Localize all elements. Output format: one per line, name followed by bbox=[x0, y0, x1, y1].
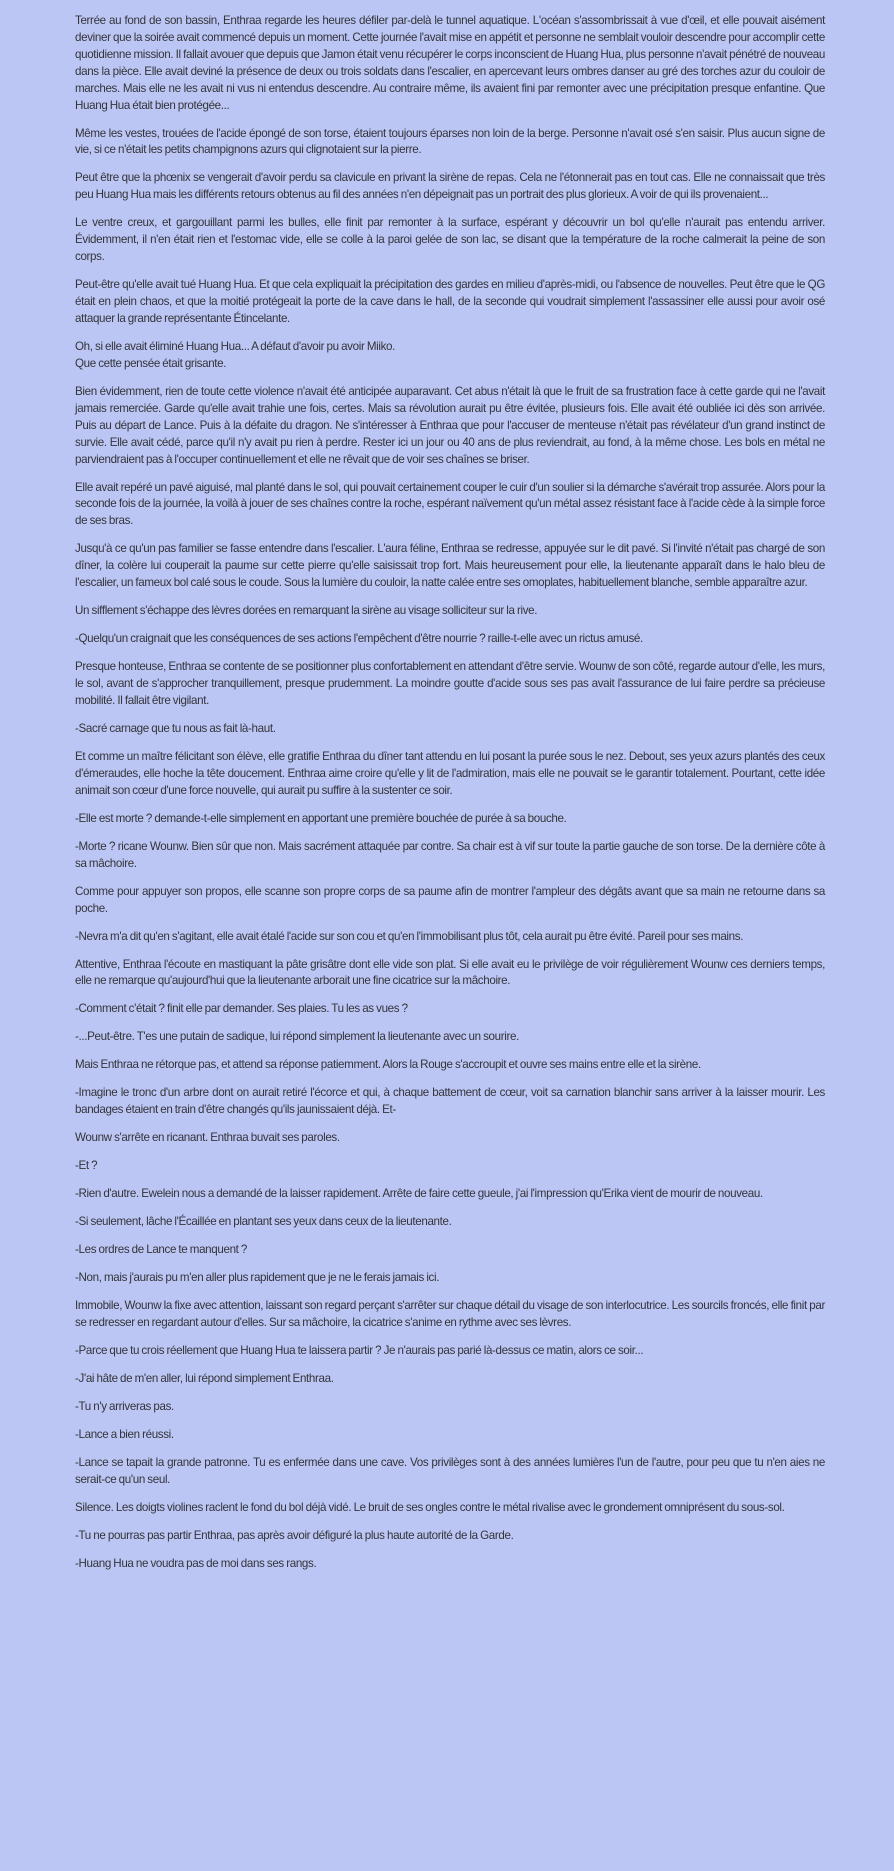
paragraph: -Et ? bbox=[75, 1159, 98, 1173]
paragraph: Oh, si elle avait éliminé Huang Hua... A défaut d'avoir pu avoir Miiko. Que cette pensée était grisante. bbox=[75, 339, 396, 370]
paragraph: -Parce que tu crois réellement que Huang Hua te laissera partir ? Je n'aurais pas parié là-dessus ce matin, alors ce soir... bbox=[75, 1344, 644, 1358]
paragraph: Terrée au fond de son bassin, Enthraa regarde les heures défiler par-delà le tunnel aquatique. L'océan s'assombrissait à vue d'œil, et elle pouvait aisément deviner que la soirée avait commencé depuis un moment. Cette journée l'avait mise en appétit et personne ne semblait vouloir descendre pour accomplir cette quotidienne mission. Il fallait avouer que depuis que Jamon était venu récupérer le corps inconscient de Huang Hua, plus personne n'avait pénétré de nouveau dans la pièce. Elle avait deviné la présence de deux ou trois soldats dans l'escalier, en apercevant leurs ombres danser au gré des torches azur du couloir de marches. Mais elle ne les avait ni vus ni entendus descendre. Au contraire même, ils avaient fini par remonter avec une précipitation presque enfantine. Que Huang Hua était bien protégée... bbox=[75, 14, 825, 112]
paragraph: Silence. Les doigts violines raclent le fond du bol déjà vidé. Le bruit de ses ongles contre le métal rivalise avec le grondement omniprésent du sous-sol. bbox=[75, 1501, 785, 1515]
paragraph: Comme pour appuyer son propos, elle scanne son propre corps de sa paume afin de montrer l'ampleur des dégâts avant que sa main ne retourne dans sa poche. bbox=[75, 884, 825, 915]
paragraph: -Huang Hua ne voudra pas de moi dans ses rangs. bbox=[75, 1557, 317, 1571]
paragraph: Presque honteuse, Enthraa se contente de se positionner plus confortablement en attendant d'être servie. Wounw de son côté, regarde autour d'elle, les murs, le sol, avant de s'approcher tranquillement, presque prudemment. La moindre goutte d'acide sous ses pas avait l'assurance de lui faire perdre sa précieuse mobilité. Il fallait être vigilant. bbox=[75, 660, 825, 707]
paragraph: -Lance se tapait la grande patronne. Tu es enfermée dans une cave. Vos privilèges sont à des années lumières l'un de l'autre, pour peu que tu n'en aies ne serait-ce qu'un seul. bbox=[75, 1456, 825, 1487]
paragraph: Mais Enthraa ne rétorque pas, et attend sa réponse patiemment. Alors la Rouge s'accroupit et ouvre ses mains entre elle et la sirène. bbox=[75, 1058, 701, 1072]
paragraph: Et comme un maître félicitant son élève, elle gratifie Enthraa du dîner tant attendu en lui posant la purée sous le nez. Debout, ses yeux azurs plantés des ceux d'émeraudes, elle hoche la tête doucement. Enthraa aime croire qu'elle y lit de l'admiration, mais elle ne pouvait se le garantir totalement. Pourtant, cette idée animait son cœur d'une force nouvelle, qui aurait pu suffire à la sustenter ce soir. bbox=[75, 749, 825, 797]
paragraph: Elle avait repéré un pavé aiguisé, mal planté dans le sol, qui pouvait certainement couper le cuir d'un soulier si la démarche s'avérait trop assurée. Alors pour la seconde fois de la journée, la voilà à jouer de ses chaînes contre la roche, espérant naïvement qu'un métal assez résistant face à l'acide cède à la simple force de ses bras. bbox=[75, 480, 825, 528]
paragraph: -Rien d'autre. Ewelein nous a demandé de la laisser rapidement. Arrête de faire cette gueule, j'ai l'impression qu'Erika vient de mourir de nouveau. bbox=[75, 1187, 763, 1201]
paragraph: Le ventre creux, et gargouillant parmi les bulles, elle finit par remonter à la surface, espérant y découvrir un bol qu'elle n'aurait pas entendu arriver. Évidemment, il n'en était rien et l'estomac vide, elle se colle à la paroi gelée de son lac, se disant que la température de la roche calmerait la peine de son corps. bbox=[75, 216, 825, 264]
paragraph: Peut être que la phœnix se vengerait d'avoir perdu sa clavicule en privant la sirène de repas. Cela ne l'étonnerait pas en tout cas. Elle ne connaissait que très peu Huang Hua mais les différents retours obtenus au fil des années n'en dépeignait pas un portrait des plus glorieux. A voir de qui ils provenaient... bbox=[75, 171, 825, 202]
paragraph: -Morte ? ricane Wounw. Bien sûr que non. Mais sacrément attaquée par contre. Sa chair est à vif sur toute la partie gauche de son torse. De la dernière côte à sa mâchoire. bbox=[75, 839, 825, 870]
paragraph: Wounw s'arrête en ricanant. Enthraa buvait ses paroles. bbox=[75, 1131, 340, 1145]
paragraph: Un sifflement s'échappe des lèvres dorées en remarquant la sirène au visage solliciteur sur la rive. bbox=[75, 604, 538, 618]
paragraph: Peut-être qu'elle avait tué Huang Hua. Et que cela expliquait la précipitation des gardes en milieu d'après-midi, ou l'absence de nouvelles. Peut être que le QG était en plein chaos, et que la moitié protégeait la porte de la cave dans le hall, de la seconde qui voudrait simplement l'assassiner elle aussi pour avoir osé attaquer la grande représentante Étincelante. bbox=[75, 278, 825, 325]
paragraph: -Nevra m'a dit qu'en s'agitant, elle avait étalé l'acide sur son cou et qu'en l'immobilisant plus tôt, cela aurait pu être évité. Pareil pour ses mains. bbox=[75, 929, 744, 943]
paragraph: -Les ordres de Lance te manquent ? bbox=[75, 1243, 248, 1257]
paragraph: Même les vestes, trouées de l'acide épongé de son torse, étaient toujours éparses non loin de la berge. Personne n'avait osé s'en saisir. Plus aucun signe de vie, si ce n'était les petits champignons azurs qui clignotaient sur la pierre. bbox=[75, 126, 825, 157]
paragraph: -Tu ne pourras pas partir Enthraa, pas après avoir défiguré la plus haute autorité de la Garde. bbox=[75, 1529, 514, 1543]
paragraph: -Quelqu'un craignait que les conséquences de ses actions l'empêchent d'être nourrie ? raille-t-elle avec un rictus amusé. bbox=[75, 632, 643, 646]
paragraph: Attentive, Enthraa l'écoute en mastiquant la pâte grisâtre dont elle vide son plat. Si elle avait eu le privilège de voir régulièrement Wounw ces derniers temps, elle ne remarque qu'aujourd'hui que la lieutenante arborait une fine cicatrice sur la mâchoire. bbox=[75, 957, 825, 988]
paragraph: Bien évidemment, rien de toute cette violence n'avait été anticipée auparavant. Cet abus n'était là que le fruit de sa frustration face à cette garde qui ne l'avait jamais remerciée. Garde qu'elle avait trahie une fois, certes. Mais sa révolution aurait pu être évitée, plusieurs fois. Elle avait été oubliée ici dès son arrivée. Puis au départ de Lance. Puis à la défaite du dragon. Ne s'intéresser à Enthraa que pour l'accuser de menteuse n'était pas révélateur d'un grand instinct de survie. Elle avait cédé, parce qu'il n'y avait pu rien à perdre. Rester ici un jour ou 40 ans de plus reviendrait, au fond, à la même chose. Les bols en métal ne parviendraient pas à l'occuper continuellement et elle ne rêvait que de voir ses chaînes se briser. bbox=[75, 384, 825, 466]
paragraph: -Non, mais j'aurais pu m'en aller plus rapidement que je ne le ferais jamais ici. bbox=[75, 1271, 440, 1285]
story-text bbox=[75, 13, 825, 1584]
paragraph: -Sacré carnage que tu nous as fait là-haut. bbox=[75, 721, 276, 735]
paragraph: Jusqu'à ce qu'un pas familier se fasse entendre dans l'escalier. L'aura féline, Enthraa se redresse, appuyée sur le dit pavé. Si l'invité n'était pas chargé de son dîner, la colère lui couperait la paume sur cette pierre qu'elle saisissait trop fort. Mais heureusement pour elle, la lieutenante apparaît dans le halo bleu de l'escalier, un fameux bol calé sous le coude. Sous la lumière du couloir, la natte calée entre ses omoplates, habituellement blanche, semble apparaître azur. bbox=[75, 542, 825, 590]
paragraph: Immobile, Wounw la fixe avec attention, laissant son regard perçant s'arrêter sur chaque détail du visage de son interlocutrice. Les sourcils froncés, elle finit par se redresser en regardant autour d'elles. Sur sa mâchoire, la cicatrice s'anime en rythme avec ses lèvres. bbox=[75, 1299, 825, 1330]
paragraph: -Tu n'y arriveras pas. bbox=[75, 1400, 174, 1414]
paragraph: -...Peut-être. T'es une putain de sadique, lui répond simplement la lieutenante avec un sourire. bbox=[75, 1030, 519, 1044]
paragraph: -Imagine le tronc d'un arbre dont on aurait retiré l'écorce et qui, à chaque battement de cœur, voit sa carnation blanchir sans arriver à la laisser mourir. Les bandages étaient en train d'être changés qu'ils jaunissaient déjà. Et- bbox=[75, 1086, 825, 1117]
paragraph: -Si seulement, lâche l'Écaillée en plantant ses yeux dans ceux de la lieutenante. bbox=[75, 1215, 452, 1229]
paragraph: -Elle est morte ? demande-t-elle simplement en apportant une première bouchée de purée à sa bouche. bbox=[75, 811, 567, 825]
paragraph: -Lance a bien réussi. bbox=[75, 1428, 174, 1442]
paragraph: -Comment c'était ? finit elle par demander. Ses plaies. Tu les as vues ? bbox=[75, 1002, 408, 1016]
paragraph: -J'ai hâte de m'en aller, lui répond simplement Enthraa. bbox=[75, 1372, 334, 1386]
